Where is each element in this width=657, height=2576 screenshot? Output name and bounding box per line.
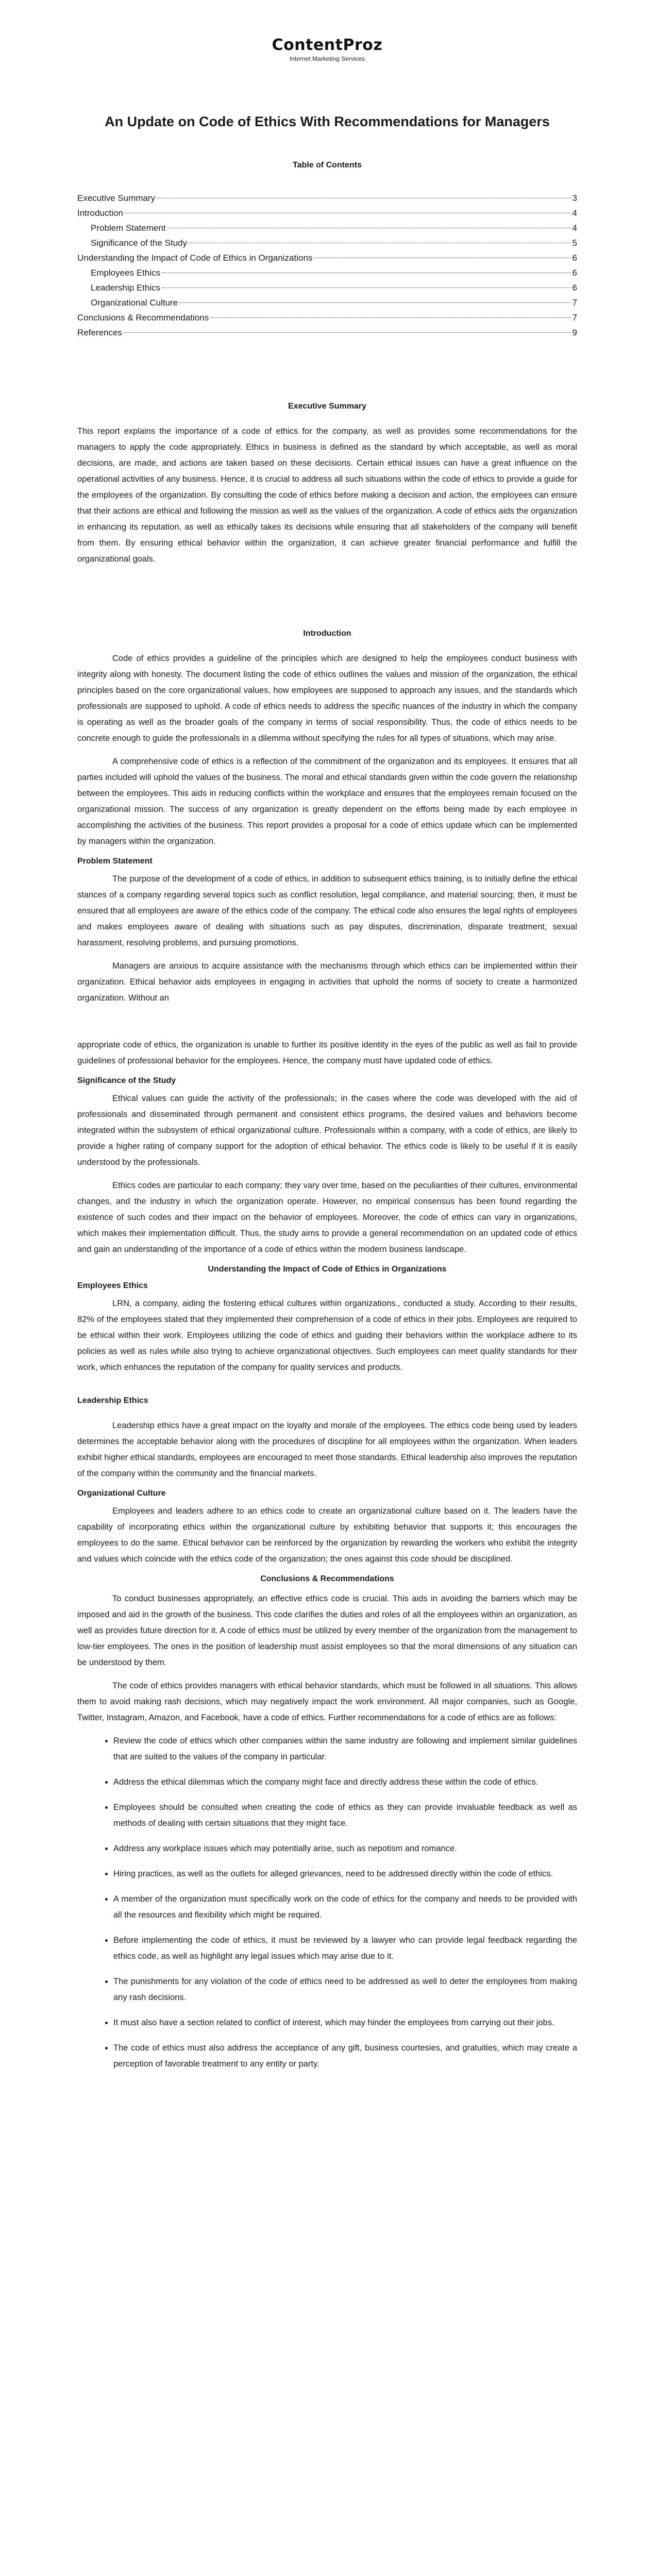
- toc-entry[interactable]: [77, 325, 577, 340]
- toc-entry-page: 9: [572, 328, 577, 337]
- leadership-ethics-body: Leadership ethics have a great impact on the loyalty and morale of the employees. The ethics code being used by leaders determines the acceptable behavior along with the procedures of discipline for all employees within the organization. When leaders exhibit higher ethical standards, employees are encouraged to meet those standards. Ethical leadership also improves the reputation of the company within the community and the financial markets.: [77, 1421, 577, 1478]
- conclusions-paragraph-1: To conduct businesses appropriately, an effective ethics code is crucial. This aids in avoiding the barriers which may be imposed and aid in the growth of the business. This code clarifies the duties and roles of all the employees within an organization, as well as provides future direction for it. A code of ethics must be utilized by every member of the organization from the management to low-tier employees. The ones in the position of leadership must assist employees so that the moral dimensions of any situation can be understood by them.: [77, 1594, 577, 1667]
- introduction-paragraph-2: A comprehensive code of ethics is a reflection of the commitment of the organization and its employees. It ensures that all parties included will uphold the values of the business. The moral and ethical standards given within the code govern the relationship between the employees. This aids in reducing conflicts within the workplace and ensures that the employees remain focused on the organizational mission. The success of any organization is greatly dependent on the efforts being made by each employee in accomplishing the activities of the business. This report provides a proposal for a code of ethics update which can be implemented by managers within the organization.: [77, 757, 577, 846]
- table-of-contents: [77, 191, 577, 340]
- conclusions-paragraph-2: The code of ethics provides managers with ethical behavior standards, which must be followed in all situations. This allows them to avoid making rash decisions, which may negatively impact the work environment. All major companies, such as Google, Twitter, Instagram, Amazon, and Facebook, have a code of ethics. Further recommendations for a code of ethics are as follows:: [77, 1681, 577, 1722]
- toc-entry[interactable]: [77, 310, 577, 325]
- logo-tagline: Internet Marketing Services: [289, 55, 365, 62]
- toc-entry-label: References: [77, 328, 122, 337]
- significance-paragraph-1: Ethical values can guide the activity of the professionals; in the cases where the code was developed with the aid of professionals and disseminated through permanent and consistent ethics programs, the desired values and behaviors become integrated within the subsystem of ethical organizational culture. Professionals within a company, with a code of ethics, are likely to provide a higher rating of company support for the adoption of ethical behavior. The ethics code is likely to be useful if it is easily understood by the professionals.: [77, 1094, 577, 1167]
- toc-entry-label: Organizational Culture: [91, 298, 178, 308]
- introduction-paragraph-1: Code of ethics provides a guideline of the principles which are designed to help the employees conduct business with integrity along with honesty. The document listing the code of ethics outlines the values and mission of the organization, the ethical principles based on the core organizational values, how employees are supposed to approach any issues, and the standards which professionals are supposed to uphold. A code of ethics needs to address the specific nuances of the industry in which the company is operating as well as the broader goals of the company in terms of social responsibility. Thus, the code of ethics needs to be concrete enough to guide the professionals in a dilemma without specifying the rules for all types of situations, which may arise.: [77, 654, 577, 743]
- problem-statement-paragraph-2: Managers are anxious to acquire assistance with the mechanisms through which ethics can be implemented within their organization. Ethical behavior aids employees in engaging in activities that uphold the norms of society to create a harmonized organization. Without an: [77, 961, 577, 1003]
- toc-dot-leader: [210, 317, 570, 318]
- toc-dot-leader: [124, 332, 571, 333]
- document-title: An Update on Code of Ethics With Recommendations for Managers: [105, 114, 550, 129]
- toc-entry[interactable]: [77, 265, 577, 280]
- toc-entry[interactable]: [77, 295, 577, 310]
- introduction-heading: Introduction: [303, 629, 351, 638]
- toc-entry[interactable]: [77, 206, 577, 221]
- organizational-culture-heading: Organizational Culture: [77, 1489, 166, 1498]
- logo-wordmark: ContentProz: [272, 36, 383, 54]
- organizational-culture-body: Employees and leaders adhere to an ethics code to create an organizational culture based on it. The leaders have the capability of incorporating ethics within the organizational culture by exhibiting behavior that supports it; this encourages the employees to do the same. Ethical behavior can be reinforced by the organization by rewarding the workers who exhibit the integrity and values which coincide with the ethics code of the organization; the ones against this code should be disciplined.: [77, 1506, 577, 1564]
- toc-entry-label: Employees Ethics: [91, 268, 161, 278]
- toc-entry[interactable]: [77, 250, 577, 265]
- impact-heading: Understanding the Impact of Code of Ethics in Organizations: [208, 1265, 447, 1274]
- toc-entry[interactable]: [77, 221, 577, 235]
- recommendation-item: • Address any workplace issues which may potentially arise, such as nepotism and romance.: [113, 1841, 577, 1857]
- problem-statement-heading: Problem Statement: [77, 857, 153, 866]
- toc-dot-leader: [162, 287, 570, 288]
- toc-entry-label: Introduction: [77, 208, 123, 218]
- toc-entry-page: 6: [572, 268, 577, 278]
- executive-summary-body: This report explains the importance of a code of ethics for the company, as well as provides some recommendations for the managers to apply the code appropriately. Ethics in business is defined as the standard by which acceptable, as well as moral decisions, are made, and actions are taken based on these decisions. Certain ethical issues can have a great influence on the operational activities of any business. Hence, it is crucial to address all such situations within the code of ethics to provide a guide for the employees of the organization. By consulting the code of ethics before making a decision and action, the employees can ensure that their actions are ethical and following the mission as well as the values of the organization. A code of ethics aids the organization in enhancing its reputation, as well as ethically takes its decisions while ensuring that all stakeholders of the company will benefit from them. By ensuring ethical behavior within the organization, it can achieve greater financial performance and fulfill the organizational goals.: [77, 427, 577, 564]
- toc-entry-label: Problem Statement: [91, 223, 166, 233]
- recommendation-item: • Employees should be consulted when creating the code of ethics as they can provide invaluable feedback as well as methods of dealing with certain situations that they might face.: [113, 1800, 577, 1832]
- recommendation-item: • A member of the organization must specifically work on the code of ethics for the company and needs to be provided with all the resources and flexibility which might be required.: [113, 1891, 577, 1923]
- executive-summary-heading: Executive Summary: [288, 402, 367, 411]
- problem-statement-paragraph-1: The purpose of the development of a code of ethics, in addition to subsequent ethics training, is to initially define the ethical stances of a company regarding several topics such as conflict resolution, legal compliance, and material sourcing; then, it must be ensured that all employees are aware of the ethics code of the company. The ethical code also ensures the legal rights of employees and makes employees aware of dealing with situations such as pay disputes, discrimination, disparate treatment, sexual harassment, resolving problems, and pursuing promotions.: [77, 874, 577, 947]
- recommendations-list: [77, 1733, 577, 2072]
- toc-heading: Table of Contents: [293, 161, 362, 170]
- toc-entry-label: Conclusions & Recommendations: [77, 313, 209, 323]
- toc-entry-page: 4: [572, 223, 577, 233]
- toc-entry-label: Significance of the Study: [91, 238, 188, 248]
- conclusions-heading: Conclusions & Recommendations: [260, 1574, 394, 1583]
- problem-statement-paragraph-2-cont: appropriate code of ethics, the organization is unable to further its positive identity in the eyes of the public as well as fail to provide guidelines of professional behavior for the employees. Hence, the company must have updated code of ethics.: [77, 1040, 577, 1065]
- toc-entry-page: 3: [572, 193, 577, 203]
- toc-entry-label: Executive Summary: [77, 193, 156, 203]
- significance-heading: Significance of the Study: [77, 1076, 176, 1085]
- company-logo: [77, 36, 577, 62]
- employees-ethics-body: LRN, a company, aiding the fostering ethical cultures within organizations., conducted a study. According to their results, 82% of the employees stated that they implemented their comprehension of a code of ethics in their jobs. Employees are required to be ethical within their work. Employees utilizing the code of ethics and guiding their behaviors within the workplace adhere to its policies as well as rules while also trying to achieve organizational objectives. Such employees can meet quality standards for their work, which enhances the reputation of the company for quality services and products.: [77, 1299, 577, 1372]
- toc-entry-page: 4: [572, 208, 577, 218]
- leadership-ethics-heading: Leadership Ethics: [77, 1396, 148, 1405]
- toc-entry-page: 5: [572, 238, 577, 248]
- toc-entry[interactable]: [77, 280, 577, 295]
- toc-entry-page: 7: [572, 298, 577, 308]
- employees-ethics-heading: Employees Ethics: [77, 1281, 148, 1290]
- recommendation-item: • Hiring practices, as well as the outlets for alleged grievances, need to be addressed directly within the code of ethics.: [113, 1866, 577, 1882]
- recommendation-item: • Review the code of ethics which other companies within the same industry are following and implement similar guidelines that are suited to the values of the company in particular.: [113, 1733, 577, 1765]
- page-break: [77, 1013, 577, 1037]
- toc-entry-page: 7: [572, 313, 577, 323]
- recommendation-item: • The punishments for any violation of the code of ethics need to be addressed as well to deter the employees from making any rash decisions.: [113, 1974, 577, 2006]
- toc-entry[interactable]: [77, 191, 577, 206]
- toc-entry[interactable]: [77, 235, 577, 250]
- recommendation-item: • Address the ethical dilemmas which the company might face and directly address these within the code of ethics.: [113, 1774, 577, 1790]
- toc-entry-page: 6: [572, 253, 577, 263]
- recommendation-item: • Before implementing the code of ethics, it must be reviewed by a lawyer who can provide legal feedback regarding the ethics code, as well as highlight any legal issues which may arise due to it.: [113, 1933, 577, 1964]
- significance-paragraph-2: Ethics codes are particular to each company; they vary over time, based on the peculiarities of their cultures, environmental changes, and the industry in which the organization operate. However, no empirical consensus has been found regarding the existence of such codes and their impact on the behavior of employees. Moreover, the code of ethics can vary in organizations, which makes their implementation difficult. Thus, the study aims to provide a general recommendation on an updated code of ethics and gain an understanding of the importance of a code of ethics within the modern business landscape.: [77, 1181, 577, 1254]
- toc-entry-page: 6: [572, 283, 577, 293]
- toc-entry-label: Understanding the Impact of Code of Ethics in Organizations: [77, 253, 313, 263]
- toc-entry-label: Leadership Ethics: [91, 283, 161, 293]
- recommendation-item: • It must also have a section related to conflict of interest, which may hinder the employees from carrying out their jobs.: [113, 2015, 577, 2031]
- toc-dot-leader: [179, 302, 570, 303]
- recommendation-item: • The code of ethics must also address the acceptance of any gift, business courtesies, and gratuities, which may create a perception of favorable treatment to any entity or party.: [113, 2040, 577, 2072]
